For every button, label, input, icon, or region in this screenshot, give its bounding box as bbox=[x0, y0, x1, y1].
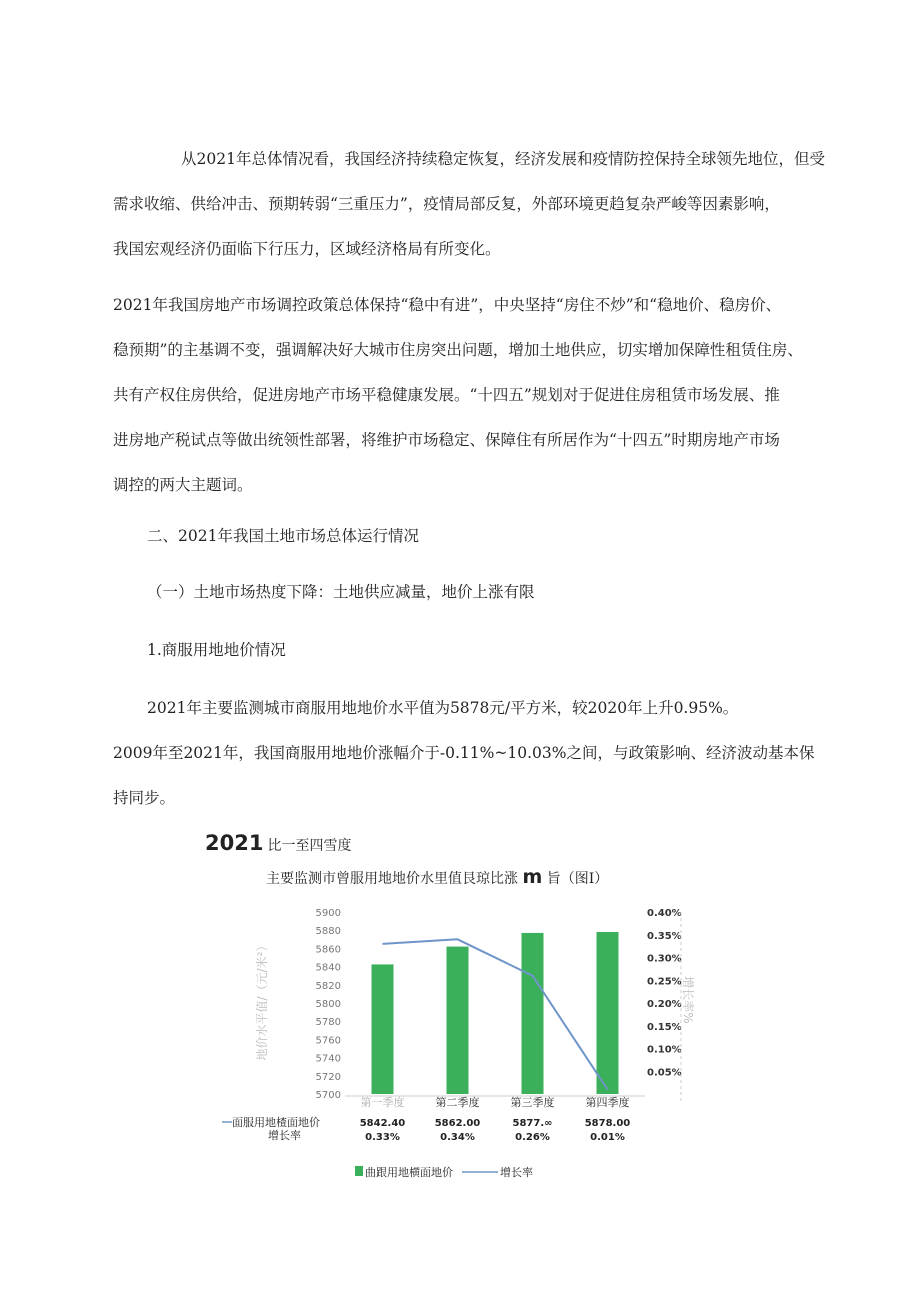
y-axis-title: 地价水平值/（元/米²） bbox=[255, 939, 269, 1061]
text-line: 稳预期”的主基调不变，强调解决好大城市住房突出问题，增加土地供应，切实增加保障性租赁住房、 bbox=[113, 341, 803, 359]
text-line: 2021年主要监测城市商服用地地价水平值为5878元/平方米，较2020年上升0.95%。 bbox=[147, 699, 739, 717]
table-growth-value: 0.26% bbox=[515, 1132, 550, 1143]
chart-subtitle-b: 旨（图Ⅰ） bbox=[546, 871, 609, 887]
text-line: 从2021年总体情况看，我国经济持续稳定恢复，经济发展和疫情防控保持全球领先地位，但受 bbox=[181, 150, 825, 168]
y2-axis-title: 增长率% bbox=[681, 976, 695, 1024]
table-price-value: 5878.00 bbox=[584, 1118, 631, 1129]
bar-3 bbox=[522, 933, 544, 1094]
growth-rate-line bbox=[383, 939, 608, 1089]
y-tick-label: 5740 bbox=[315, 1053, 341, 1065]
text-line: 我国宏观经济仍面临下行压力，区域经济格局有所变化。 bbox=[113, 240, 501, 258]
subsection-heading: （一）土地市场热度下降：土地供应减量，地价上涨有限 bbox=[147, 583, 535, 601]
y2-tick-label: 0.40% bbox=[647, 908, 682, 919]
category-label: 第一季度 bbox=[360, 1096, 405, 1109]
text-line: 2021年我国房地产市场调控政策总体保持“稳中有进”，中央坚持“房住不炒”和“稳地价、稳房价、 bbox=[113, 296, 782, 314]
table-series-name-price: 面服用地楂面地价 bbox=[232, 1116, 320, 1129]
paragraph-price bbox=[113, 686, 815, 821]
y2-tick-label: 0.10% bbox=[647, 1044, 682, 1056]
table-price-value: 5842.40 bbox=[359, 1118, 406, 1129]
item-heading: 1.商服用地地价情况 bbox=[147, 641, 286, 659]
y2-tick-label: 0.20% bbox=[647, 999, 682, 1010]
table-series-name-growth: 增长率 bbox=[268, 1129, 301, 1142]
y-tick-label: 5840 bbox=[315, 962, 341, 974]
text-line: 持同步。 bbox=[113, 789, 176, 807]
text-line: 调控的两大主题词。 bbox=[113, 476, 253, 494]
legend-bar-label: 曲跟用地横面地价 bbox=[365, 1166, 453, 1179]
y-tick-label: 5820 bbox=[315, 980, 341, 992]
category-label: 第二季度 bbox=[435, 1096, 480, 1109]
table-price-value: 5862.00 bbox=[434, 1118, 481, 1129]
paragraph-policy bbox=[113, 283, 803, 508]
text-line: 2009年至2021年，我国商服用地地价涨幅介于-0.11%~10.03%之间，与政策影响、经济波动基本保 bbox=[113, 744, 815, 762]
bar-4 bbox=[597, 932, 619, 1094]
category-label: 第三季度 bbox=[510, 1096, 555, 1109]
y-tick-label: 5760 bbox=[315, 1035, 341, 1047]
table-price-value: 5877.∞ bbox=[512, 1118, 553, 1129]
section-heading: 二、2021年我国土地市场总体运行情况 bbox=[147, 527, 419, 545]
chart-title-rest: 比一至四雪度 bbox=[267, 838, 352, 854]
legend-line-label: 增长率 bbox=[500, 1166, 533, 1179]
category-label: 第四季度 bbox=[585, 1096, 630, 1109]
y2-tick-label: 0.30% bbox=[647, 953, 682, 965]
y2-tick-label: 0.05% bbox=[647, 1067, 682, 1079]
y-tick-label: 5720 bbox=[315, 1071, 341, 1083]
bar-1 bbox=[372, 964, 394, 1094]
chart-subtitle-a: 主要监测市曾服用地地价水里值艮琼比涨 bbox=[266, 871, 518, 887]
table-growth-value: 0.34% bbox=[440, 1132, 475, 1143]
y-tick-label: 5880 bbox=[315, 926, 341, 938]
y-tick-label: 5800 bbox=[315, 999, 341, 1010]
text-line: 进房地产税试点等做出统领性部署，将维护市场稳定、保障住有所居作为“十四五”时期房地产市场 bbox=[113, 431, 780, 449]
chart-subtitle bbox=[266, 866, 608, 888]
y-tick-label: 5700 bbox=[315, 1090, 341, 1101]
y2-tick-label: 0.25% bbox=[647, 976, 682, 988]
legend-bar-swatch bbox=[355, 1166, 363, 1176]
table-growth-value: 0.01% bbox=[590, 1132, 625, 1143]
text-line: 共有产权住房供给，促进房地产市场平稳健康发展。“十四五”规划对于促进住房租赁市场发展、推 bbox=[113, 386, 780, 404]
y-tick-label: 5780 bbox=[315, 1017, 341, 1029]
y-tick-label: 5860 bbox=[315, 944, 341, 956]
bar-2 bbox=[447, 947, 469, 1094]
chart-title bbox=[205, 831, 351, 855]
chart-subtitle-m: m bbox=[522, 866, 543, 888]
table-growth-value: 0.33% bbox=[365, 1132, 400, 1143]
chart-title-year: 2021 bbox=[205, 831, 264, 855]
y-tick-label: 5900 bbox=[315, 908, 341, 919]
text-line: 需求收缩、供给冲击、预期转弱“三重压力”，疫情局部反复，外部环境更趋复杂严峻等因素影响， bbox=[113, 195, 780, 213]
paragraph-economy bbox=[113, 137, 837, 272]
y2-tick-label: 0.35% bbox=[647, 930, 682, 942]
y2-tick-label: 0.15% bbox=[647, 1021, 682, 1033]
